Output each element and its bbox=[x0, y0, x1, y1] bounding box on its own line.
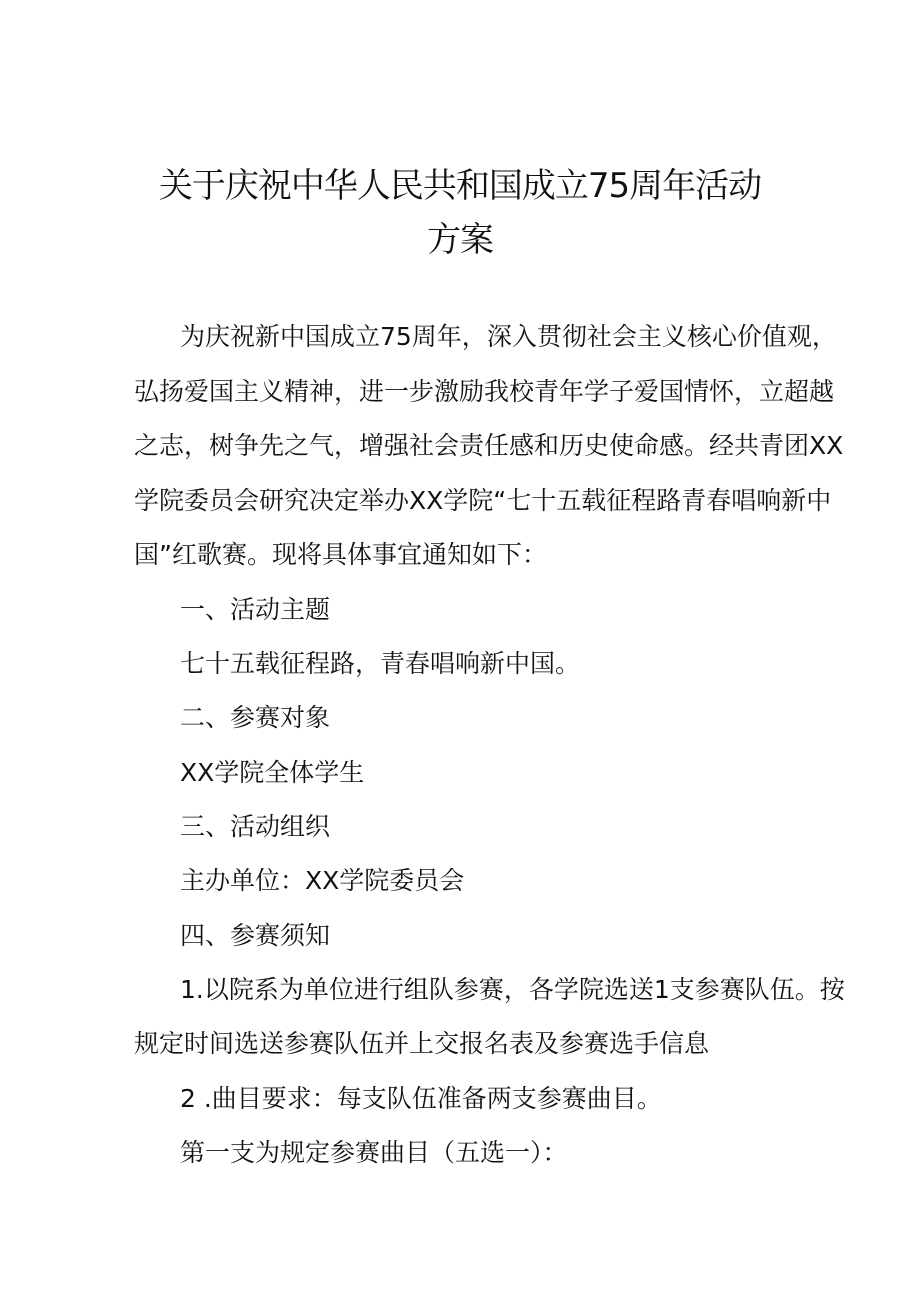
section-1-body: 七十五载征程路，青春唱响新中国。 bbox=[180, 649, 581, 678]
intro-line-1: 为庆祝新中国成立75周年，深入贯彻社会主义核心价值观， bbox=[180, 322, 837, 351]
section-2-body: XX学院全体学生 bbox=[180, 758, 365, 787]
intro-line-2: 弘扬爱国主义精神，进一步激励我校青年学子爱国情怀，立超越 bbox=[134, 377, 835, 406]
section-2-heading: 二、参赛对象 bbox=[180, 703, 331, 732]
document-title-line-1: 关于庆祝中华人民共和国成立75周年活动 bbox=[158, 166, 762, 206]
notice-item-1-line-1: 1.以院系为单位进行组队参赛，各学院选送1支参赛队伍。按 bbox=[180, 975, 845, 1004]
notice-item-2: 2 .曲目要求：每支队伍准备两支参赛曲目。 bbox=[180, 1084, 662, 1113]
section-3-body: 主办单位：XX学院委员会 bbox=[180, 866, 465, 895]
section-4-heading: 四、参赛须知 bbox=[180, 921, 331, 950]
notice-item-1-line-2: 规定时间选送参赛队伍并上交报名表及参赛选手信息 bbox=[134, 1029, 710, 1058]
intro-line-3: 之志，树争先之气，增强社会责任感和历史使命感。经共青团XX bbox=[134, 431, 844, 460]
section-1-heading: 一、活动主题 bbox=[180, 595, 331, 624]
section-3-heading: 三、活动组织 bbox=[180, 812, 331, 841]
intro-line-4: 学院委员会研究决定举办XX学院“七十五载征程路青春唱响新中 bbox=[134, 486, 832, 515]
notice-item-2-sub: 第一支为规定参赛曲目（五选一）： bbox=[180, 1138, 568, 1167]
document-title-line-2: 方案 bbox=[427, 220, 493, 260]
intro-line-5: 国”红歌赛。现将具体事宜通知如下： bbox=[134, 540, 547, 569]
